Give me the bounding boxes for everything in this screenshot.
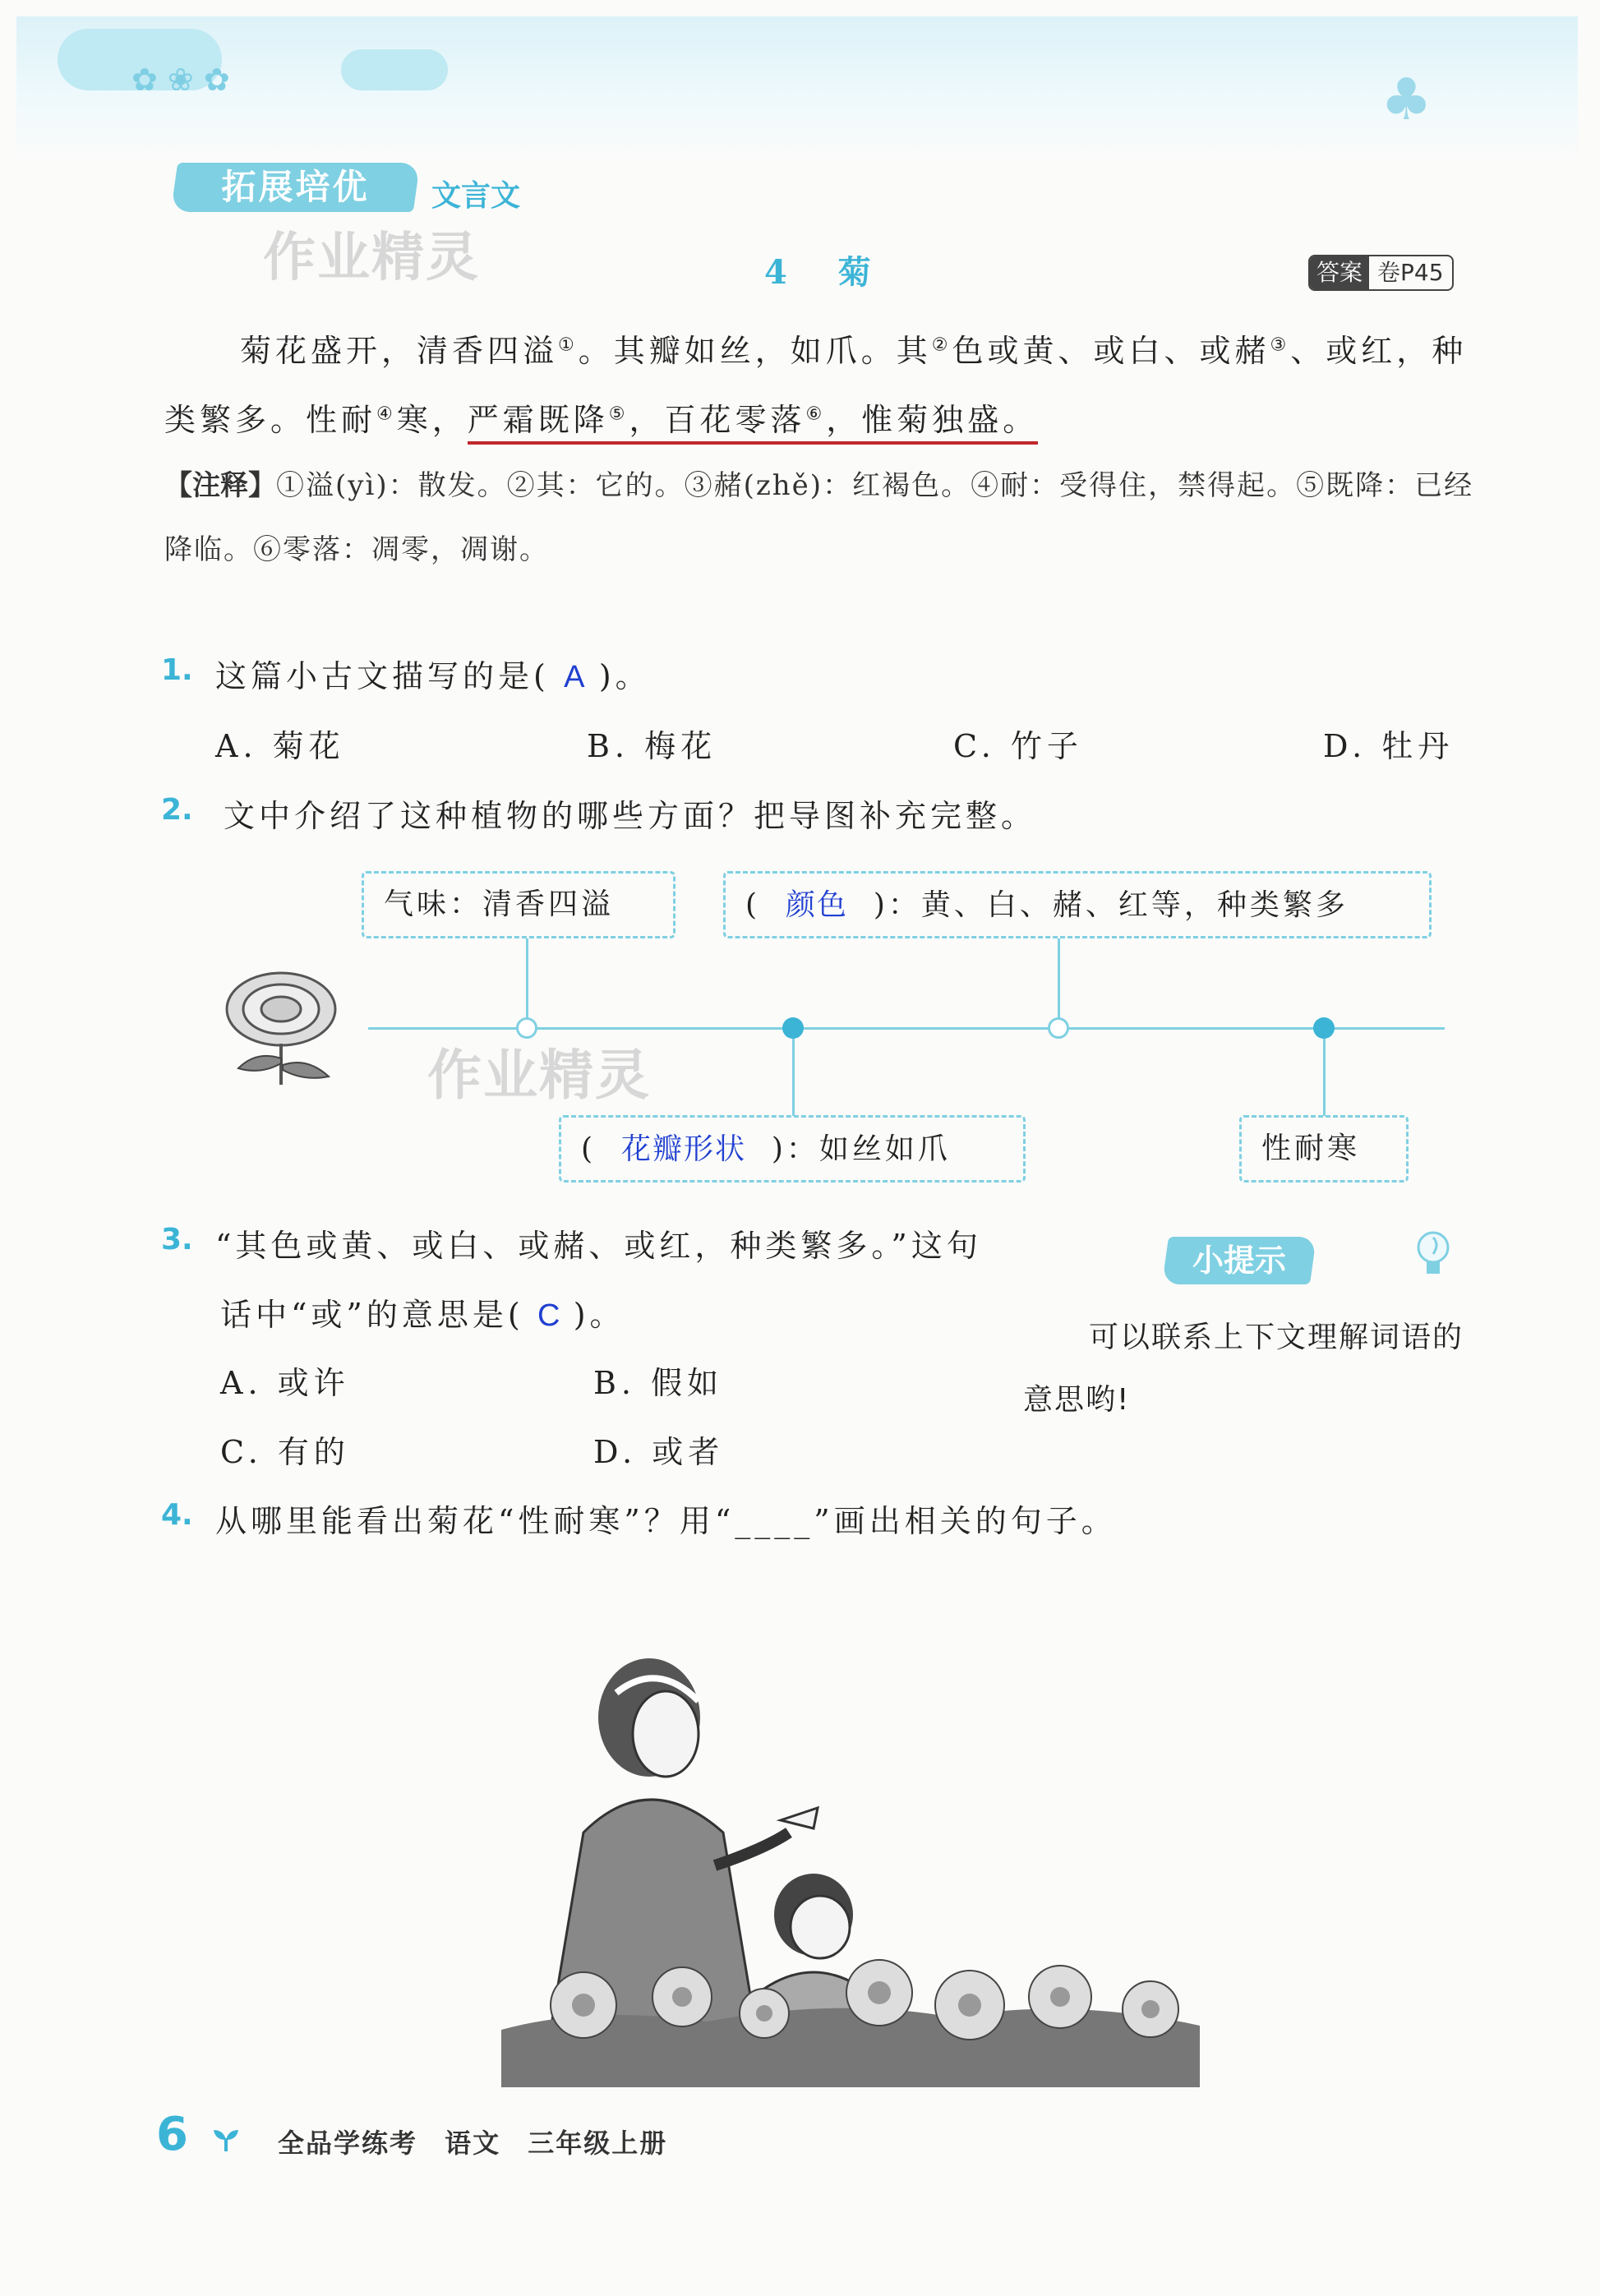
option: A. 或许 xyxy=(220,1365,350,1401)
passage-line-2: 类繁多。性耐④寒，严霜既降⑤，百花零落⑥，惟菊独盛。 xyxy=(164,385,1479,454)
cloud-decoration xyxy=(341,49,448,90)
handwritten-answer: A xyxy=(564,660,585,694)
option: D. 牡丹 xyxy=(1323,728,1455,764)
page-title: 4 菊 xyxy=(764,253,891,292)
question-3-line-1: “其色或黄、或白、或赭、或红，种类繁多。”这句 xyxy=(215,1228,982,1264)
diagram-node xyxy=(1048,1017,1069,1039)
diagram-box-smell: 气味：清香四溢 xyxy=(362,871,676,938)
question-4-text: 从哪里能看出菊花“性耐寒”？用“____”画出相关的句子。 xyxy=(215,1503,1117,1539)
diagram-node xyxy=(1313,1017,1335,1039)
option: C. 竹子 xyxy=(953,728,1083,764)
footer-book-title: 全品学练考 语文 三年级上册 xyxy=(278,2128,668,2159)
option: B. 梅花 xyxy=(587,728,717,764)
option: D. 或者 xyxy=(593,1434,725,1470)
annotations: 【注释】①溢(yì)：散发。②其：它的。③赭(zhě)：红褐色。④耐：受得住，禁得起。⑤既降：已经 降临。⑥零落：凋零，凋谢。 xyxy=(164,469,1474,566)
question-2-text: 文中介绍了这种植物的哪些方面？把导图补充完整。 xyxy=(224,798,1037,834)
option: B. 假如 xyxy=(593,1365,724,1401)
diagram-node xyxy=(782,1017,804,1039)
passage-line-1: 菊花盛开，清香四溢①。其瓣如丝，如爪。其②色或黄、或白、或赭③、或红，种 xyxy=(240,333,1468,369)
classical-passage xyxy=(164,316,1479,454)
header-banner xyxy=(16,16,1578,160)
page-number: 6 xyxy=(156,2108,188,2161)
mother-child-illustration xyxy=(493,1644,1216,2095)
connector xyxy=(1323,1029,1326,1116)
diagram-box-cold-resistance: 性耐寒 xyxy=(1239,1115,1409,1183)
handwritten-answer: C xyxy=(537,1298,560,1333)
flower-decoration-icon: ✿ ❀ ✿ xyxy=(131,62,230,98)
handwritten-answer: 花瓣形状 xyxy=(620,1132,746,1165)
section-subtitle: 文言文 xyxy=(431,179,521,213)
sprout-icon xyxy=(212,2128,240,2153)
tip-text: 可以联系上下文理解词语的意思哟! xyxy=(1023,1321,1464,1417)
question-1-text: 这篇小古文描写的是( A )。 xyxy=(215,658,651,694)
diagram-box-color: ( 颜色 )：黄、白、赭、红等，种类繁多 xyxy=(723,871,1432,938)
option: A. 菊花 xyxy=(215,728,345,764)
answer-reference-tag xyxy=(1308,255,1454,291)
watermark: 作业精灵 xyxy=(263,228,480,288)
question-number: 2. xyxy=(161,793,193,827)
answer-label: 答案 xyxy=(1310,256,1369,289)
question-number: 1. xyxy=(161,653,193,687)
underlined-answer-sentence: 严霜既降⑤，百花零落⑥，惟菊独盛。 xyxy=(468,402,1039,445)
watermark: 作业精灵 xyxy=(427,1044,651,1107)
connector xyxy=(526,938,528,1029)
section-tag: 拓展培优 xyxy=(171,163,420,212)
question-number: 3. xyxy=(161,1223,193,1256)
question-number: 4. xyxy=(161,1498,193,1532)
palm-tree-icon: ♣ xyxy=(1381,66,1432,133)
chrysanthemum-icon xyxy=(215,961,347,1093)
option: C. 有的 xyxy=(220,1434,350,1470)
connector xyxy=(1058,938,1060,1029)
connector xyxy=(792,1029,795,1116)
diagram-box-petal-shape: ( 花瓣形状 )：如丝如爪 xyxy=(559,1115,1026,1183)
tip-tag: 小提示 xyxy=(1162,1237,1316,1284)
handwritten-answer: 颜色 xyxy=(785,888,848,921)
question-3-line-2: 话中“或”的意思是( C )。 xyxy=(220,1297,625,1333)
lightbulb-icon xyxy=(1415,1229,1451,1284)
answer-page-ref: 卷P45 xyxy=(1377,259,1444,286)
